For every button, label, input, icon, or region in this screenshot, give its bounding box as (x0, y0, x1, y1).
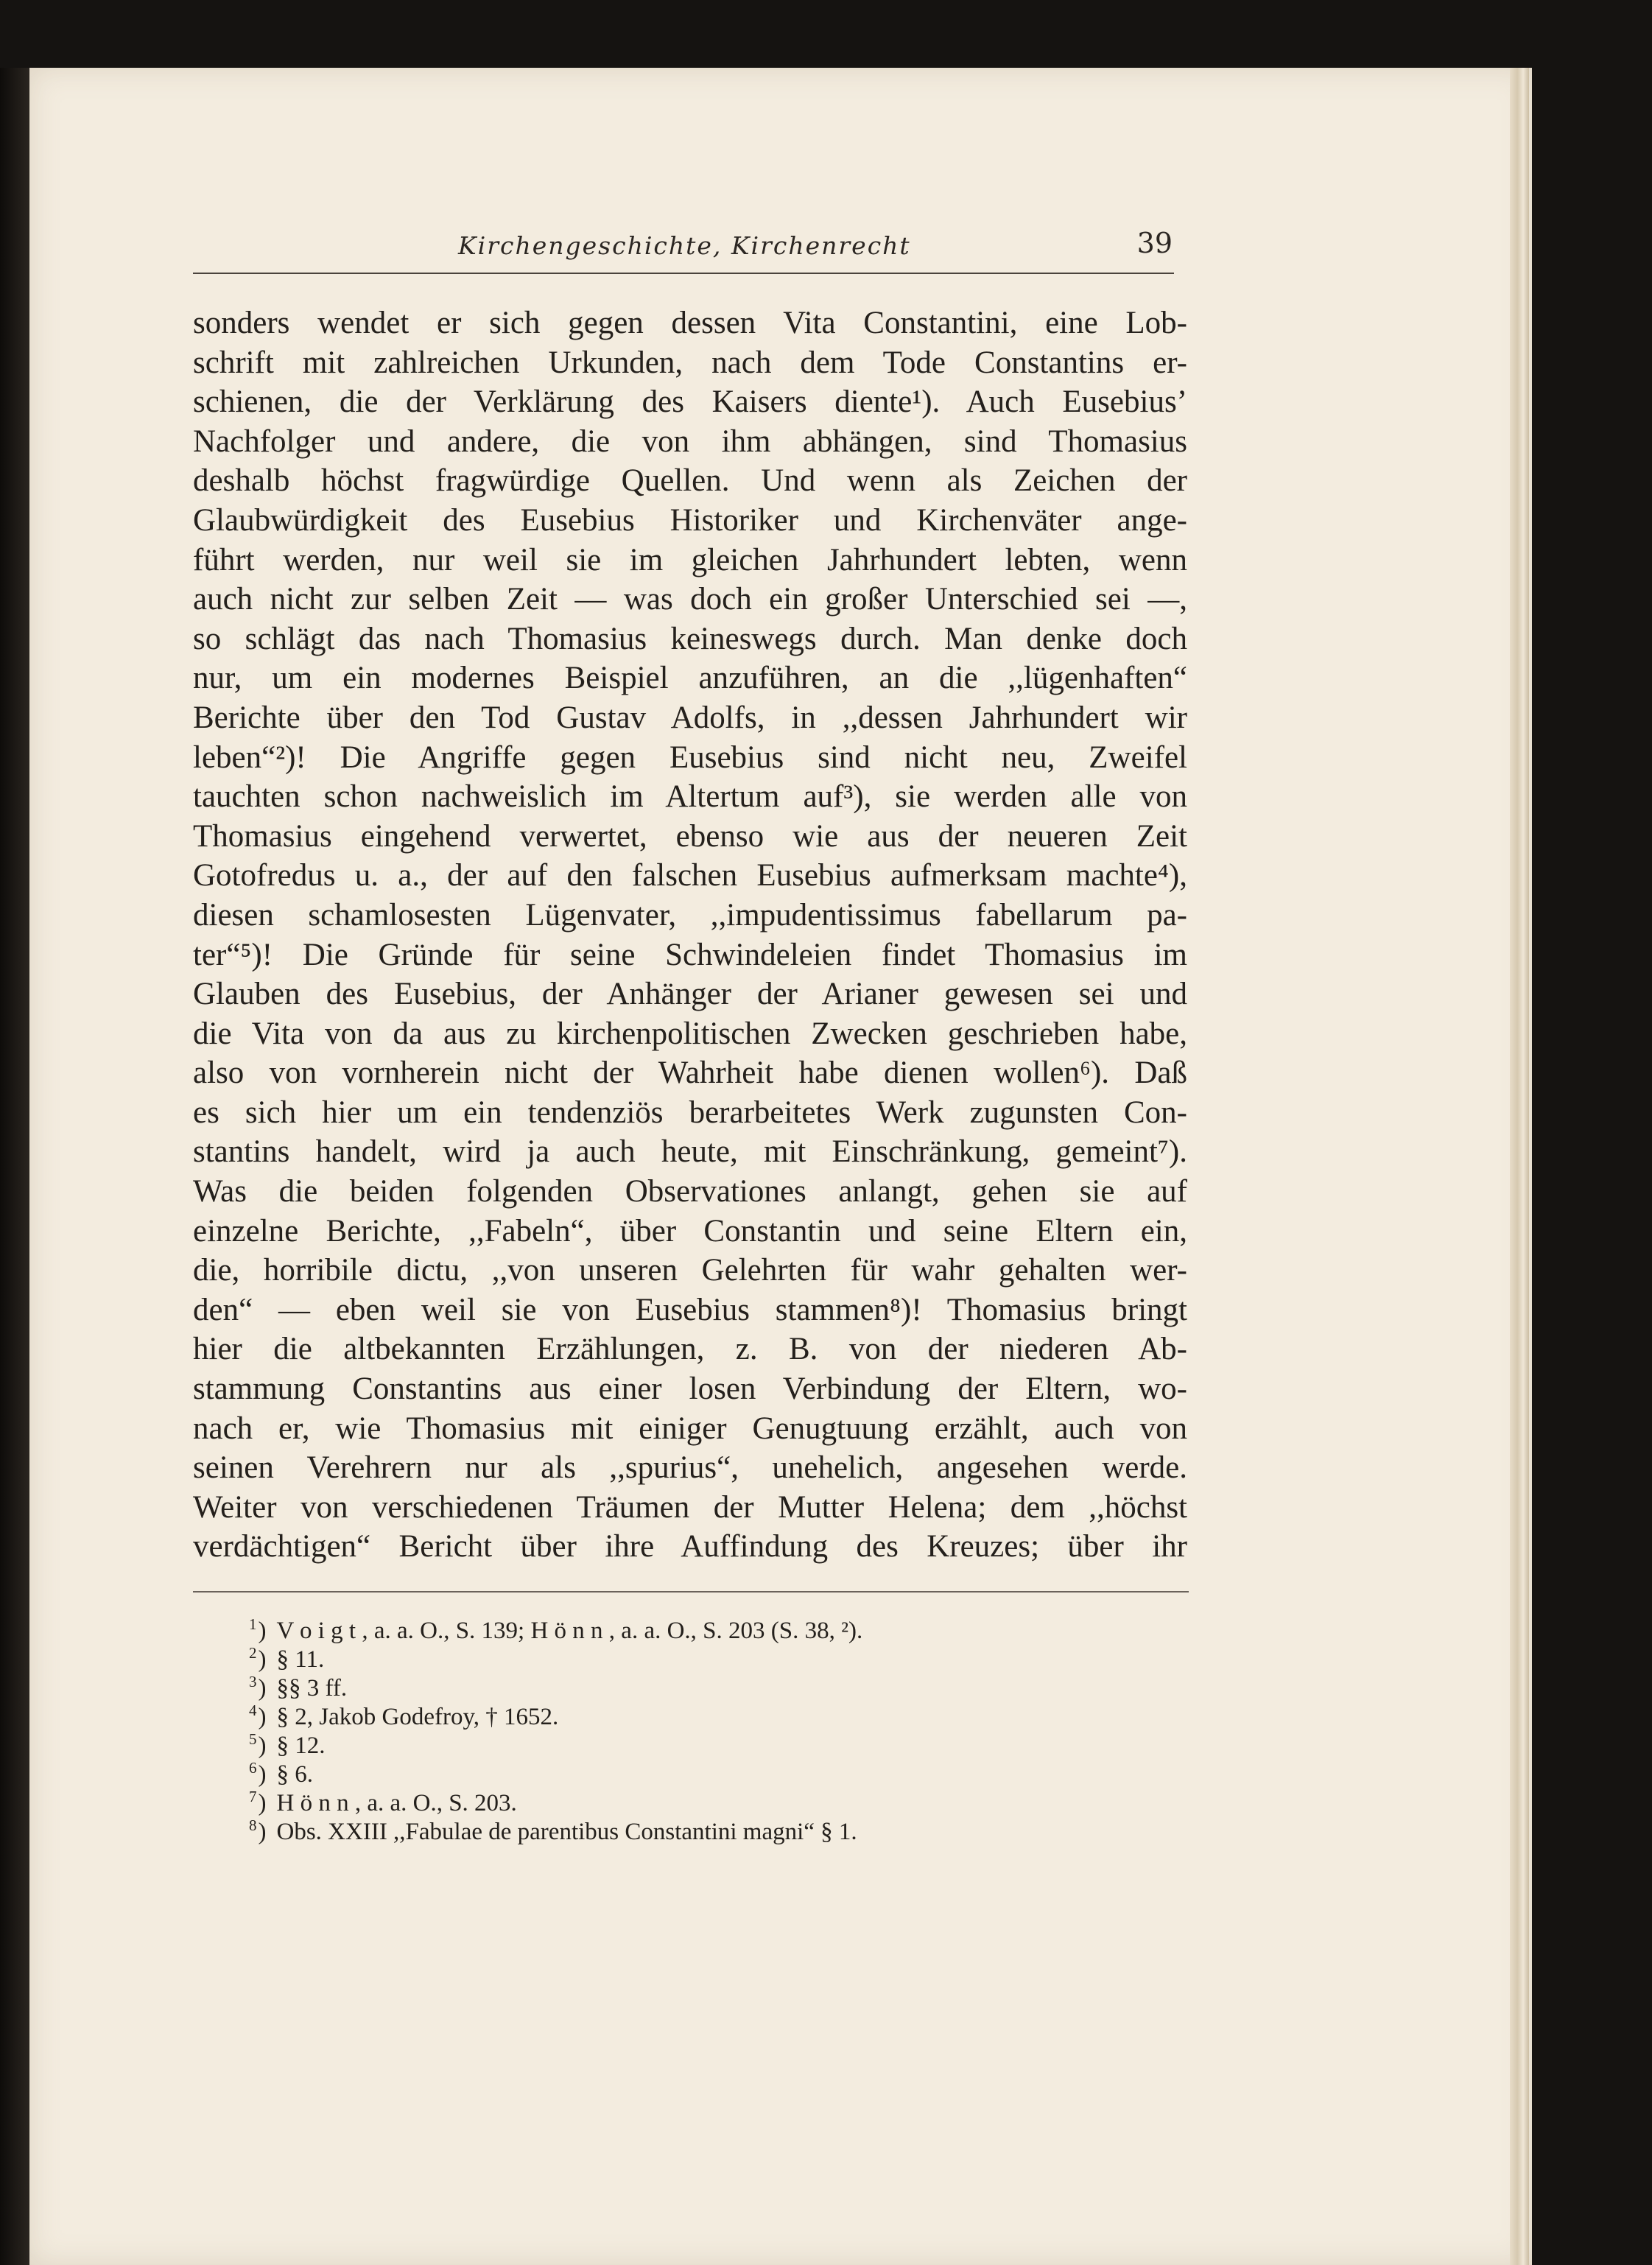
text-line: verdächtigen“ Bericht über ihre Auffindung des Kreuzes; über ihr (193, 1529, 1187, 1565)
text-line: Was die beiden folgenden Observationes anlangt, gehen sie auf (193, 1174, 1187, 1209)
footnote: $^3$) §§ 3 ff. (249, 1673, 348, 1702)
page-edge (1510, 68, 1529, 2265)
page-number: 39 (1136, 227, 1173, 259)
text-line: deshalb höchst fragwürdige Quellen. Und wenn als Zeichen der (193, 463, 1187, 499)
footnote: $^2$) § 11. (249, 1644, 325, 1673)
text-line: so schlägt das nach Thomasius keineswegs durch. Man denke doch (193, 621, 1187, 656)
footnote-rule (193, 1591, 1189, 1592)
text-line: schrift mit zahlreichen Urkunden, nach dem Tode Constantins er- (193, 345, 1187, 380)
text-line: auch nicht zur selben Zeit — was doch ein großer Unterschied sei —, (193, 582, 1187, 617)
text-line: Thomasius eingehend verwertet, ebenso wie aus der neueren Zeit (193, 818, 1187, 854)
text-line: seinen Verehrern nur als ,,spurius“, unehelich, angesehen werde. (193, 1450, 1187, 1486)
footnote-mark: 1 (249, 1615, 257, 1633)
text-line: nach er, wie Thomasius mit einiger Genugtuung erzählt, auch von (193, 1411, 1187, 1446)
page-header (193, 227, 1173, 273)
footnote-mark: 6 (249, 1759, 257, 1777)
text-line: Nachfolger und andere, die von ihm abhängen, sind Thomasius (193, 424, 1187, 459)
footnote-mark: 8 (249, 1816, 257, 1834)
text-line: stantins handelt, wird ja auch heute, mit Einschränkung, gemeint⁷). (193, 1134, 1187, 1170)
footnote: $^4$) § 2, Jakob Godefroy, † 1652. (249, 1702, 559, 1730)
text-line: schienen, die der Verklärung des Kaisers diente¹). Auch Eusebius’ (193, 384, 1187, 420)
text-line: Berichte über den Tod Gustav Adolfs, in ,,dessen Jahrhundert wir (193, 700, 1187, 735)
footnote-text: V o i g t , a. a. O., S. 139; H ö n n , a. a. O., S. 203 (S. 38, ²). (276, 1618, 863, 1644)
footnote-mark: 2 (249, 1644, 257, 1662)
header-rule (193, 273, 1174, 274)
footnote: $^6$) § 6. (249, 1759, 313, 1788)
running-head: Kirchengeschichte, Kirchenrecht (458, 231, 911, 260)
footnotes (249, 1610, 1206, 1845)
footnote-text: §§ 3 ff. (276, 1675, 348, 1702)
body-text (193, 303, 1187, 1567)
text-line: Gotofredus u. a., der auf den falschen Eusebius aufmerksam machte⁴), (193, 858, 1187, 893)
binding-shadow (0, 68, 29, 2265)
footnote: $^1$) V o i g t , a. a. O., S. 139; H ö n n , a. a. O., S. 203 (S. 38, ²). (249, 1615, 863, 1644)
footnote-text: Obs. XXIII ,,Fabulae de parentibus Constantini magni“ § 1. (276, 1819, 857, 1845)
text-line: ter“⁵)! Die Gründe für seine Schwindeleien findet Thomasius im (193, 937, 1187, 972)
text-line: die Vita von da aus zu kirchenpolitischen Zwecken geschrieben habe, (193, 1016, 1187, 1051)
text-line: sonders wendet er sich gegen dessen Vita Constantini, eine Lob- (193, 306, 1187, 340)
footnote: $^8$) Obs. XXIII ,,Fabulae de parentibus Constantini magni“ § 1. (249, 1816, 857, 1845)
text-line: führt werden, nur weil sie im gleichen Jahrhundert lebten, wenn (193, 542, 1187, 577)
footnote-mark: 4 (249, 1702, 257, 1719)
text-line: hier die altbekannten Erzählungen, z. B. von der niederen Ab- (193, 1332, 1187, 1367)
text-line: einzelne Berichte, ,,Fabeln“, über Constantin und seine Eltern ein, (193, 1213, 1187, 1249)
footnote-text: H ö n n , a. a. O., S. 203. (276, 1790, 517, 1816)
text-line: den“ — eben weil sie von Eusebius stammen⁸)! Thomasius bringt (193, 1292, 1187, 1327)
footnote-mark: 7 (249, 1788, 257, 1805)
footnote-mark: 5 (249, 1730, 257, 1748)
text-line: Weiter von verschiedenen Träumen der Mutter Helena; dem ,,höchst (193, 1489, 1187, 1525)
footnote-text: § 11. (276, 1646, 325, 1673)
footnote-text: § 2, Jakob Godefroy, † 1652. (276, 1704, 559, 1730)
footnote-text: § 12. (276, 1732, 326, 1759)
text-line: nur, um ein modernes Beispiel anzuführen, an die ,,lügenhaften“ (193, 661, 1187, 696)
text-line: also von vornherein nicht der Wahrheit habe dienen wollen⁶). Daß (193, 1056, 1187, 1091)
text-line: Glauben des Eusebius, der Anhänger der Arianer gewesen sei und (193, 977, 1187, 1012)
text-line: Glaubwürdigkeit des Eusebius Historiker und Kirchenväter ange- (193, 502, 1187, 538)
footnote: $^7$) H ö n n , a. a. O., S. 203. (249, 1788, 517, 1816)
text-line: stammung Constantins aus einer losen Verbindung der Eltern, wo- (193, 1372, 1187, 1407)
text-line: die, horribile dictu, ,,von unseren Gelehrten für wahr gehalten wer- (193, 1253, 1187, 1288)
text-line: tauchten schon nachweislich im Altertum auf³), sie werden alle von (193, 779, 1187, 815)
footnote-text: § 6. (276, 1761, 313, 1788)
footnote: $^5$) § 12. (249, 1730, 326, 1759)
text-line: leben“²)! Die Angriffe gegen Eusebius sind nicht neu, Zweifel (193, 740, 1187, 775)
text-line: diesen schamlosesten Lügenvater, ,,impudentissimus fabellarum pa- (193, 897, 1187, 933)
text-line: es sich hier um ein tendenziös berarbeitetes Werk zugunsten Con- (193, 1095, 1187, 1130)
footnote-mark: 3 (249, 1673, 257, 1690)
